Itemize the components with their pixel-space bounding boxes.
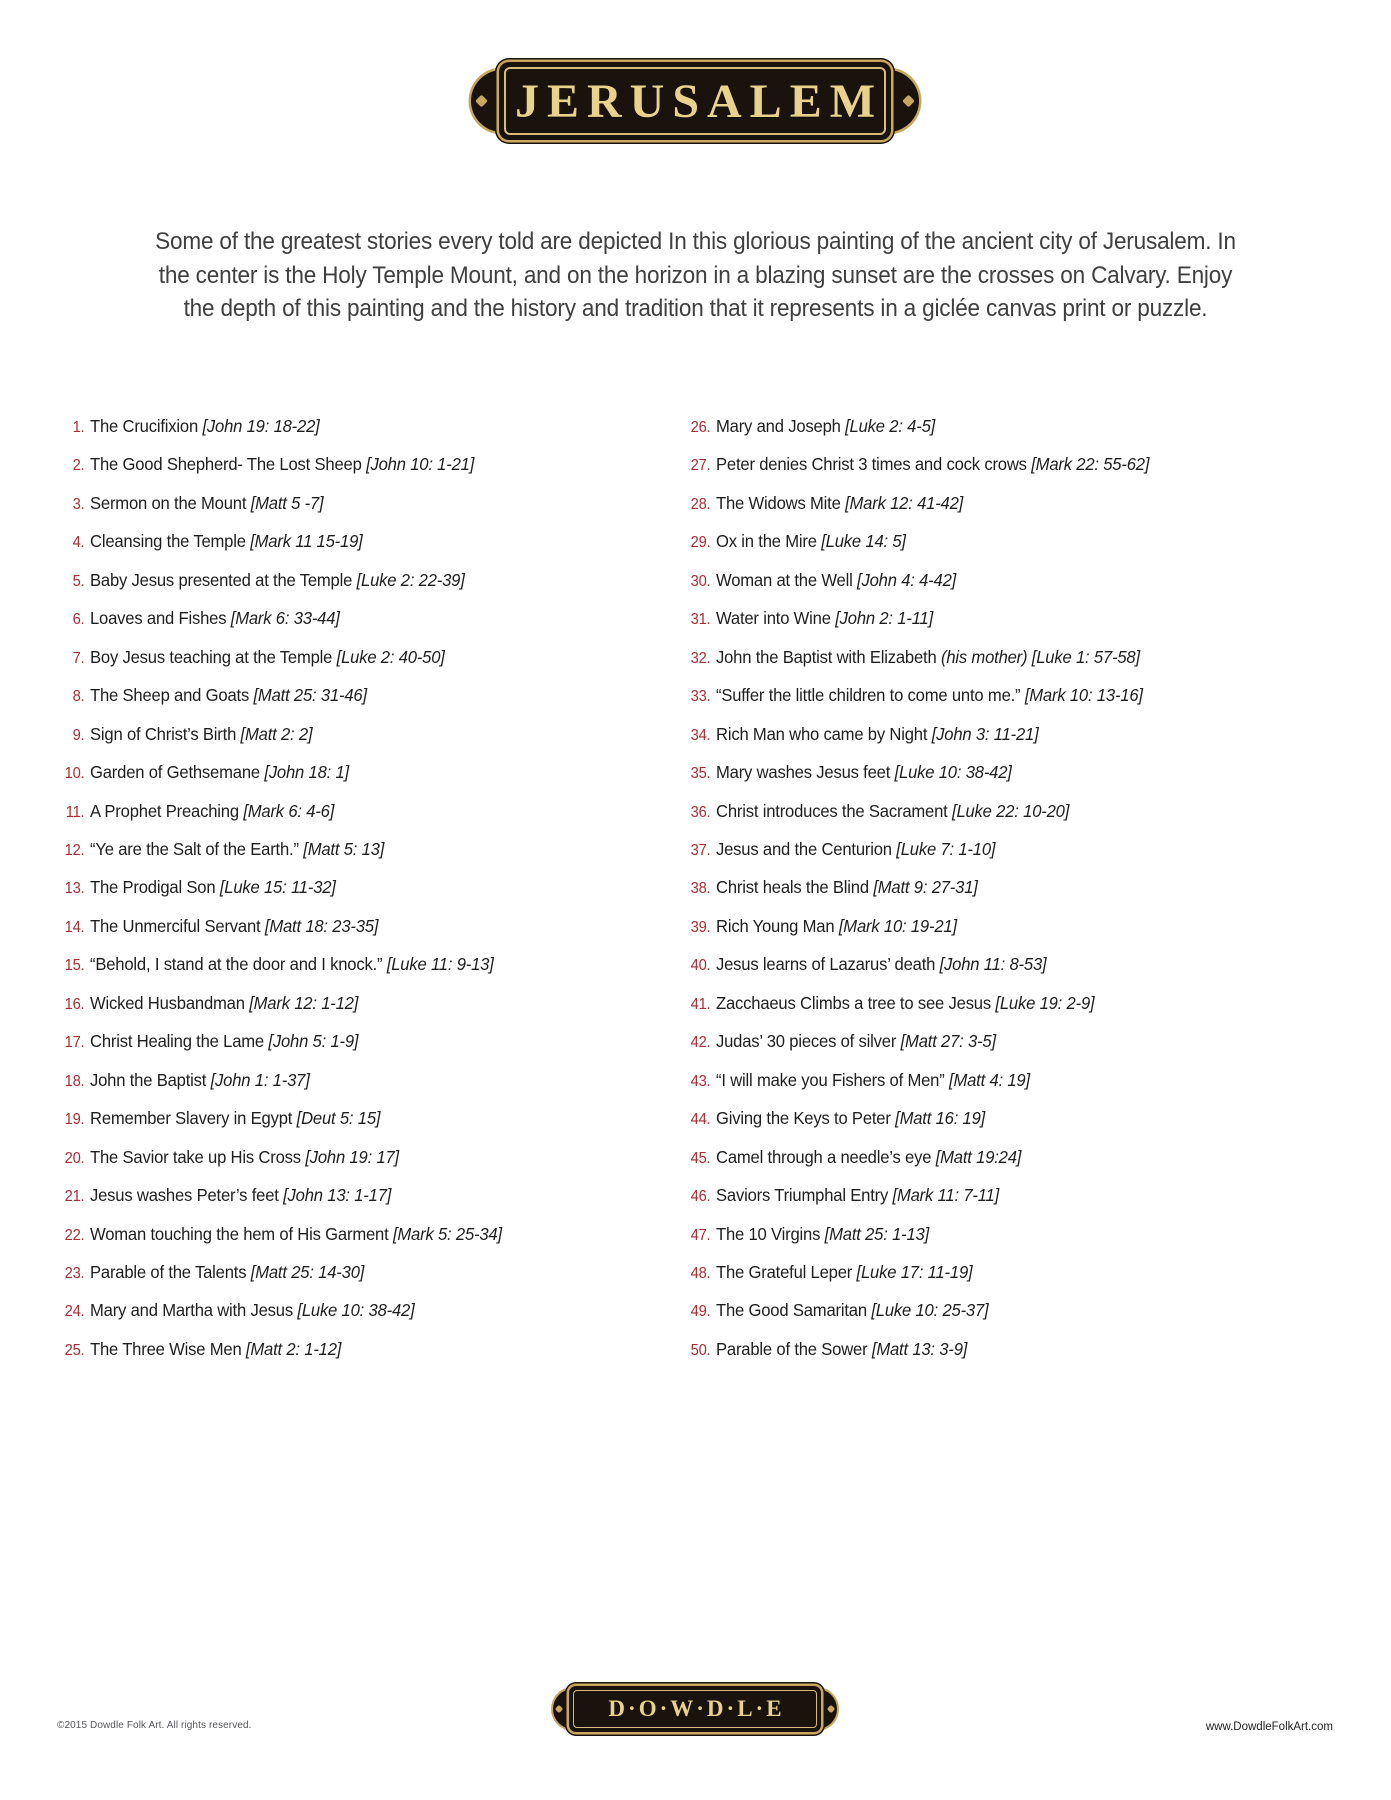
item-reference: [Mark 11: 7-11] — [892, 1185, 1000, 1206]
item-title: Sign of Christ’s Birth [Matt 2: 2] — [90, 723, 313, 744]
item-reference: [John 2: 1-11] — [835, 608, 934, 629]
item-reference: [Mark 5: 25-34] — [392, 1223, 502, 1244]
item-title: Wicked Husbandman [Mark 12: 1-12] — [90, 992, 359, 1013]
list-item — [678, 600, 1149, 638]
item-number: 42. — [690, 1034, 711, 1052]
item-reference: [Matt 13: 3-9] — [871, 1338, 968, 1359]
item-number: 7. — [72, 649, 85, 667]
list-item — [678, 716, 1149, 754]
item-reference: [Mark 10: 19-21] — [838, 915, 957, 936]
list-item — [52, 831, 502, 869]
item-title: Zacchaeus Climbs a tree to see Jesus [Luke 19: 2-9] — [716, 992, 1095, 1013]
item-title: The 10 Virgins [Matt 25: 1-13] — [716, 1223, 930, 1244]
item-number: 43. — [690, 1072, 711, 1090]
item-number: 50. — [690, 1341, 711, 1359]
dowdle-logo-text: D·O·W·D·L·E — [608, 1696, 785, 1721]
item-number: 18. — [64, 1072, 85, 1090]
item-title: The Grateful Leper [Luke 17: 11-19] — [716, 1261, 973, 1282]
item-reference: [Mark 12: 41-42] — [845, 492, 964, 513]
item-title: Jesus learns of Lazarus’ death [John 11: 8-53] — [716, 954, 1047, 975]
item-title: The Prodigal Son [Luke 15: 11-32] — [90, 877, 336, 898]
item-title: Ox in the Mire [Luke 14: 5] — [716, 531, 906, 552]
list-item — [52, 946, 502, 984]
item-reference: [Matt 25: 31-46] — [253, 685, 367, 706]
item-reference: [John 3: 11-21] — [931, 723, 1039, 744]
item-title: Baby Jesus presented at the Temple [Luke 2: 22-39] — [90, 569, 465, 590]
item-reference: [Matt 18: 23-35] — [264, 915, 379, 936]
item-reference: [Matt 19:24] — [935, 1146, 1022, 1167]
list-item — [52, 562, 502, 600]
list-item — [52, 1216, 502, 1254]
item-number: 30. — [690, 572, 711, 590]
item-reference: [Luke 10: 38-42] — [297, 1300, 415, 1321]
website-url[interactable]: www.DowdleFolkArt.com — [1205, 1721, 1333, 1733]
list-item — [678, 831, 1149, 869]
item-reference: [Matt 4: 19] — [949, 1069, 1030, 1090]
list-item — [678, 562, 1149, 600]
item-reference: [John 4: 4-42] — [857, 569, 957, 590]
item-number: 49. — [690, 1303, 711, 1321]
item-title: The Savior take up His Cross [John 19: 17] — [90, 1146, 399, 1167]
intro-line: Some of the greatest stories every told are depicted In this glorious painting of the ancient city of Jerusalem. In — [155, 228, 1236, 255]
list-item — [52, 408, 502, 446]
item-reference: [Matt 9: 27-31] — [873, 877, 978, 898]
item-number: 40. — [690, 957, 711, 975]
list-item — [678, 1254, 1149, 1292]
list-item — [678, 1177, 1149, 1215]
item-reference: [John 19: 18-22] — [202, 416, 320, 436]
item-number: 13. — [64, 880, 85, 898]
list-item — [678, 754, 1149, 792]
item-number: 1. — [72, 419, 85, 436]
item-number: 23. — [64, 1264, 85, 1282]
item-title: John the Baptist with Elizabeth (his mother) [Luke 1: 57-58] — [716, 646, 1140, 667]
item-number: 8. — [72, 688, 85, 706]
intro-paragraph — [42, 225, 1350, 326]
item-number: 33. — [690, 688, 711, 706]
item-title: Jesus and the Centurion [Luke 7: 1-10] — [716, 838, 996, 859]
list-item — [52, 1254, 502, 1292]
list-item — [52, 1331, 502, 1369]
list-item — [678, 1292, 1149, 1330]
item-number: 47. — [690, 1226, 711, 1244]
item-reference: [Matt 27: 3-5] — [900, 1031, 996, 1052]
item-title: Boy Jesus teaching at the Temple [Luke 2: 40-50] — [90, 646, 445, 667]
list-item — [52, 869, 502, 907]
list-item — [678, 1023, 1149, 1061]
item-title: Christ introduces the Sacrament [Luke 22: 10-20] — [716, 800, 1070, 821]
item-title: Remember Slavery in Egypt [Deut 5: 15] — [90, 1108, 381, 1129]
story-list-right — [678, 408, 1149, 1369]
item-number: 44. — [690, 1111, 711, 1129]
list-item — [678, 485, 1149, 523]
item-reference: [Matt 16: 19] — [895, 1108, 986, 1129]
plaque-ornament-right-icon — [902, 95, 915, 108]
list-item — [678, 523, 1149, 561]
item-title: Mary washes Jesus feet [Luke 10: 38-42] — [716, 762, 1012, 783]
item-number: 22. — [64, 1226, 85, 1244]
item-number: 28. — [690, 495, 711, 513]
item-reference: [Luke 15: 11-32] — [219, 877, 336, 898]
item-title: A Prophet Preaching [Mark 6: 4-6] — [90, 800, 335, 821]
item-number: 12. — [64, 841, 85, 859]
item-reference: [Luke 19: 2-9] — [995, 992, 1095, 1013]
item-reference: [Mark 12: 1-12] — [249, 992, 359, 1013]
intro-line: the center is the Holy Temple Mount, and on the horizon in a blazing sunset are the crosses on Calvary. Enjoy — [158, 261, 1233, 289]
item-title: Rich Young Man [Mark 10: 19-21] — [716, 915, 957, 936]
item-number: 41. — [690, 995, 711, 1013]
item-reference: [Mark 11 15-19] — [250, 531, 363, 552]
dowdle-logo-plaque — [569, 1686, 821, 1732]
item-title: Peter denies Christ 3 times and cock crows [Mark 22: 55-62] — [716, 454, 1150, 475]
list-item — [678, 946, 1149, 984]
item-reference: [Luke 22: 10-20] — [952, 800, 1070, 821]
list-item — [52, 446, 502, 484]
list-item — [52, 985, 502, 1023]
list-item — [52, 677, 502, 715]
item-reference: [Luke 2: 22-39] — [356, 569, 465, 590]
item-title: Christ heals the Blind [Matt 9: 27-31] — [716, 877, 978, 898]
item-number: 10. — [64, 765, 85, 783]
list-item — [52, 716, 502, 754]
item-number: 16. — [64, 995, 85, 1013]
list-item — [678, 677, 1149, 715]
dowdle-plaque-bar — [569, 1686, 821, 1732]
item-number: 5. — [72, 572, 85, 590]
item-title: Garden of Gethsemane [John 18: 1] — [90, 762, 349, 783]
item-reference: [John 5: 1-9] — [268, 1031, 359, 1052]
item-reference: [Mark 6: 33-44] — [230, 608, 340, 629]
item-number: 24. — [64, 1303, 85, 1321]
item-title: “I will make you Fishers of Men” [Matt 4: 19] — [716, 1069, 1030, 1090]
copyright-text: ©2015 Dowdle Folk Art. All rights reserved. — [57, 1720, 252, 1731]
item-title: Mary and Joseph [Luke 2: 4-5] — [716, 416, 936, 436]
title-plaque-bar — [499, 62, 891, 140]
item-reference: (his mother) [Luke 1: 57-58] — [940, 646, 1140, 667]
item-number: 36. — [690, 803, 711, 821]
item-reference: [Luke 10: 25-37] — [871, 1300, 989, 1321]
dowdle-ornament-left-icon — [555, 1705, 563, 1713]
item-title: The Widows Mite [Mark 12: 41-42] — [716, 492, 964, 513]
item-title: Water into Wine [John 2: 1-11] — [716, 608, 934, 629]
list-item — [678, 793, 1149, 831]
item-reference: [Luke 10: 38-42] — [894, 762, 1012, 783]
item-title: The Good Shepherd- The Lost Sheep [John 10: 1-21] — [90, 454, 475, 475]
item-number: 31. — [690, 611, 711, 629]
item-title: The Crucifixion [John 19: 18-22] — [90, 416, 320, 436]
list-item — [678, 869, 1149, 907]
list-item — [52, 600, 502, 638]
list-item — [678, 985, 1149, 1023]
item-reference: [John 10: 1-21] — [366, 454, 475, 475]
item-title: “Suffer the little children to come unto me.” [Mark 10: 13-16] — [716, 685, 1143, 706]
item-number: 27. — [690, 457, 711, 475]
item-reference: [Matt 5: 13] — [303, 838, 385, 859]
item-reference: [John 18: 1] — [264, 762, 349, 783]
list-item — [52, 754, 502, 792]
item-title: Woman at the Well [John 4: 4-42] — [716, 569, 957, 590]
item-reference: [Matt 2: 2] — [240, 723, 313, 744]
item-number: 4. — [72, 534, 85, 552]
item-title: The Unmerciful Servant [Matt 18: 23-35] — [90, 915, 379, 936]
list-item — [678, 408, 1149, 446]
item-title: Woman touching the hem of His Garment [Mark 5: 25-34] — [90, 1223, 502, 1244]
item-number: 45. — [690, 1149, 711, 1167]
item-title: Mary and Martha with Jesus [Luke 10: 38-42] — [90, 1300, 415, 1321]
item-number: 38. — [690, 880, 711, 898]
item-reference: [Matt 25: 1-13] — [824, 1223, 930, 1244]
item-reference: [Luke 17: 11-19] — [856, 1261, 973, 1282]
item-number: 39. — [690, 918, 711, 936]
item-number: 11. — [65, 803, 85, 821]
item-reference: [Mark 22: 55-62] — [1031, 454, 1150, 475]
list-item — [678, 1100, 1149, 1138]
item-title: Rich Man who came by Night [John 3: 11-21] — [716, 723, 1039, 744]
item-reference: [Matt 25: 14-30] — [250, 1261, 365, 1282]
item-number: 9. — [72, 726, 85, 744]
list-item — [52, 1292, 502, 1330]
item-title: The Sheep and Goats [Matt 25: 31-46] — [90, 685, 367, 706]
list-item — [678, 908, 1149, 946]
item-number: 6. — [72, 611, 85, 629]
title-plaque — [499, 62, 891, 140]
item-number: 46. — [690, 1188, 711, 1206]
item-number: 29. — [690, 534, 711, 552]
list-item — [52, 1023, 502, 1061]
item-number: 14. — [64, 918, 85, 936]
list-item — [678, 639, 1149, 677]
list-item — [678, 1331, 1149, 1369]
page-title: JERUSALEM — [514, 74, 884, 128]
plaque-ornament-left-icon — [475, 95, 488, 108]
list-item — [678, 1062, 1149, 1100]
item-title: Giving the Keys to Peter [Matt 16: 19] — [716, 1108, 986, 1129]
list-item — [678, 446, 1149, 484]
item-reference: [Mark 10: 13-16] — [1024, 685, 1143, 706]
item-reference: [Deut 5: 15] — [296, 1108, 381, 1129]
item-title: “Ye are the Salt of the Earth.” [Matt 5: 13] — [90, 838, 385, 859]
item-title: Christ Healing the Lame [John 5: 1-9] — [90, 1031, 359, 1052]
list-item — [678, 1216, 1149, 1254]
item-reference: [Matt 5 -7] — [250, 492, 324, 513]
item-number: 48. — [690, 1264, 711, 1282]
item-number: 3. — [72, 495, 85, 513]
item-number: 25. — [64, 1341, 85, 1359]
item-reference: [John 11: 8-53] — [939, 954, 1047, 975]
item-reference: [Luke 2: 4-5] — [845, 416, 936, 436]
item-reference: [Luke 2: 40-50] — [336, 646, 445, 667]
item-title: Jesus washes Peter’s feet [John 13: 1-17] — [90, 1185, 392, 1206]
item-number: 21. — [64, 1188, 85, 1206]
list-item — [52, 485, 502, 523]
item-number: 2. — [72, 457, 85, 475]
item-number: 15. — [64, 957, 85, 975]
item-number: 35. — [690, 765, 711, 783]
item-reference: [Matt 2: 1-12] — [245, 1338, 342, 1359]
item-number: 17. — [64, 1034, 85, 1052]
item-reference: [John 19: 17] — [305, 1146, 399, 1167]
intro-line: the depth of this painting and the history and tradition that it represents in a giclée canvas print or puzzle. — [183, 295, 1208, 322]
item-reference: [Mark 6: 4-6] — [243, 800, 335, 821]
item-reference: [Luke 7: 1-10] — [896, 838, 996, 859]
item-number: 34. — [690, 726, 711, 744]
story-list-left — [52, 408, 502, 1369]
item-title: Loaves and Fishes [Mark 6: 33-44] — [90, 608, 340, 629]
list-item — [52, 639, 502, 677]
item-number: 37. — [690, 841, 711, 859]
item-number: 19. — [64, 1111, 85, 1129]
item-number: 26. — [690, 419, 711, 436]
item-reference: [John 1: 1-37] — [210, 1069, 310, 1090]
list-item — [52, 1177, 502, 1215]
list-item — [52, 523, 502, 561]
item-title: Parable of the Sower [Matt 13: 3-9] — [716, 1338, 968, 1359]
list-item — [52, 1139, 502, 1177]
item-title: The Three Wise Men [Matt 2: 1-12] — [90, 1338, 342, 1359]
dowdle-ornament-right-icon — [827, 1705, 835, 1713]
item-reference: [Luke 11: 9-13] — [386, 954, 494, 975]
list-item — [52, 1062, 502, 1100]
list-item — [52, 908, 502, 946]
item-title: John the Baptist [John 1: 1-37] — [90, 1069, 310, 1090]
item-title: Camel through a needle’s eye [Matt 19:24] — [716, 1146, 1022, 1167]
item-title: Cleansing the Temple [Mark 11 15-19] — [90, 531, 363, 552]
item-number: 20. — [64, 1149, 85, 1167]
item-title: Judas’ 30 pieces of silver [Matt 27: 3-5] — [716, 1031, 996, 1052]
list-item — [678, 1139, 1149, 1177]
item-title: “Behold, I stand at the door and I knock.” [Luke 11: 9-13] — [90, 954, 494, 975]
list-item — [52, 793, 502, 831]
item-title: Sermon on the Mount [Matt 5 -7] — [90, 492, 324, 513]
list-item — [52, 1100, 502, 1138]
item-reference: [John 13: 1-17] — [283, 1185, 392, 1206]
item-title: Parable of the Talents [Matt 25: 14-30] — [90, 1261, 365, 1282]
item-title: The Good Samaritan [Luke 10: 25-37] — [716, 1300, 989, 1321]
item-reference: [Luke 14: 5] — [821, 531, 906, 552]
item-number: 32. — [690, 649, 711, 667]
item-title: Saviors Triumphal Entry [Mark 11: 7-11] — [716, 1185, 1000, 1206]
